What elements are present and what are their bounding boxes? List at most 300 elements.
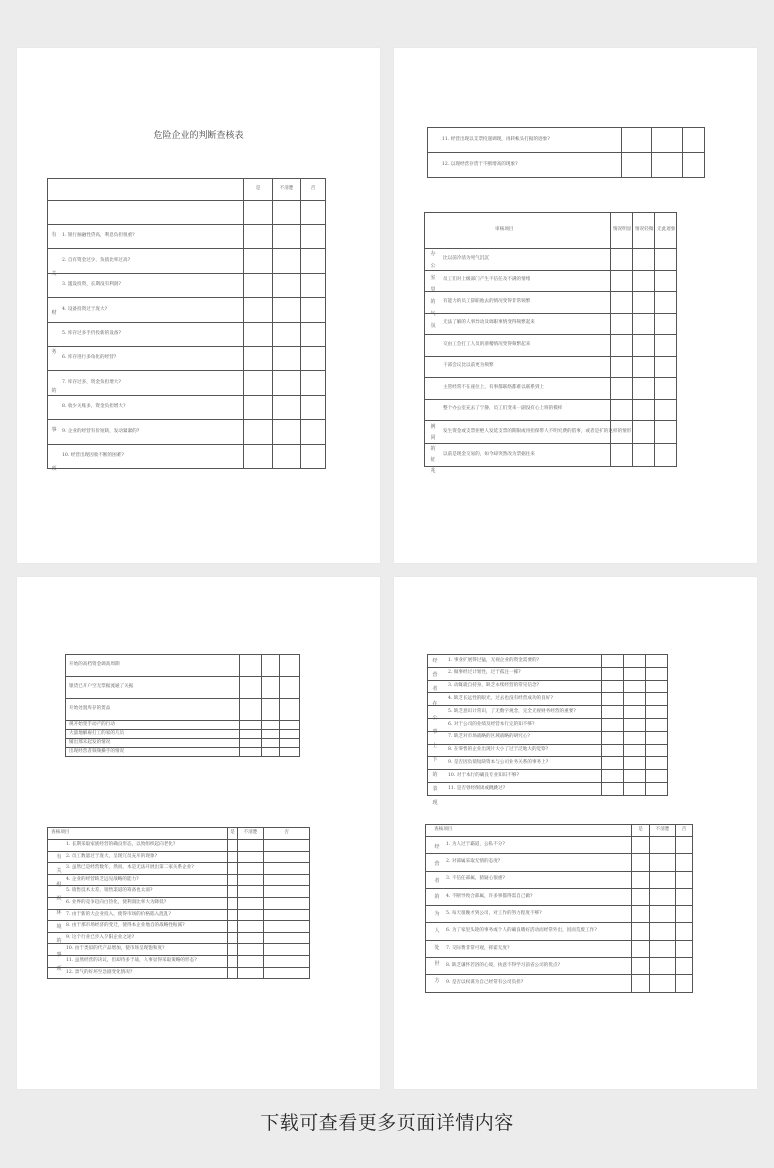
document-page-3: [17, 577, 380, 1089]
table-cell: [228, 921, 238, 933]
table-row: [425, 444, 677, 467]
table-cell: [244, 322, 273, 346]
table-cell: 员工们对上级部门产生不信任及不满的情绪: [425, 270, 611, 292]
table-cell: [244, 444, 273, 468]
group-label-char: 室: [430, 275, 436, 281]
table-cell: [228, 955, 238, 967]
table-cell: [624, 782, 646, 795]
table-cell: 10. 经营出现因收不断的困难?: [48, 444, 244, 468]
table-cell: [655, 270, 677, 292]
group-label-char: 里: [430, 287, 436, 293]
table-cell: [301, 273, 326, 297]
table-cell: 查核项目: [48, 828, 228, 840]
group-label-char: 为: [434, 911, 440, 917]
group-label-char: 在: [432, 700, 438, 707]
table-cell: 3. 不信任部属，猜疑心很重?: [426, 871, 632, 888]
table-cell: [228, 840, 238, 852]
table-cell: [602, 655, 624, 668]
table-cell: [301, 420, 326, 444]
table-row: [425, 356, 677, 378]
table-cell: [650, 923, 676, 940]
table-cell: [632, 923, 650, 940]
table-cell: [646, 667, 668, 680]
table-cell: 7. 由于新的大企业投入，使得市场的价格陷入混乱?: [48, 909, 228, 921]
checklist-table: [47, 827, 310, 979]
table-cell: [602, 782, 624, 795]
table-cell: 7. 交际费非常可观，挥霍无度?: [426, 940, 632, 957]
group-label-char: 公: [432, 714, 438, 721]
table-cell: [633, 270, 655, 292]
table-row: [428, 744, 668, 757]
table-cell: [650, 975, 676, 992]
table-cell: [611, 399, 633, 421]
table-cell: [602, 731, 624, 744]
table-cell: [646, 731, 668, 744]
group-label-char: 的: [434, 894, 440, 901]
table-cell: 有能力的员工辞职他去的情况变得非常频繁: [425, 292, 611, 314]
table-row: [425, 270, 677, 292]
table-cell: [301, 395, 326, 419]
table-row: [48, 273, 326, 297]
table-cell: 8. 收少关账多，资金负担增大?: [48, 395, 244, 419]
table-cell: 开始处置库存的货品: [66, 699, 240, 721]
table-cell: [244, 371, 273, 395]
table-cell: [264, 897, 310, 909]
table-cell: 3. 虽然已是经营数年，然而，本是无法开展出第二家关系企业?: [48, 863, 228, 875]
table-cell: [238, 897, 264, 909]
table-cell: [676, 854, 693, 871]
table-cell: [244, 201, 273, 225]
table-cell: [273, 322, 301, 346]
table-cell: [646, 693, 668, 706]
table-cell: [676, 923, 693, 940]
table-cell: [624, 770, 646, 783]
table-row: [48, 921, 310, 933]
table-cell: [683, 153, 705, 178]
table-cell: [244, 249, 273, 273]
table-cell: [632, 906, 650, 923]
table-cell: [611, 313, 633, 335]
page-title: 危险企业的判断查核表: [153, 131, 244, 141]
table-cell: [264, 967, 310, 979]
table-row: [48, 932, 310, 944]
table-cell: [624, 757, 646, 770]
table-cell: 12. 景气的好坏至急剧变化情况?: [48, 967, 228, 979]
table-cell: [273, 371, 301, 395]
table-row: [425, 292, 677, 314]
table-cell: 6. 对于公司的业绩及经营本行完的知不够?: [428, 718, 602, 731]
table-row: [66, 739, 300, 748]
table-cell: [632, 940, 650, 957]
group-label-char: 营: [434, 860, 440, 867]
group-label-char: 上: [432, 743, 438, 750]
table-cell: [244, 225, 273, 249]
table-cell: [633, 313, 655, 335]
group-label-char: 项: [51, 466, 57, 472]
table-cell: [244, 346, 273, 370]
table-cell: [650, 940, 676, 957]
table-cell: 是: [244, 179, 273, 201]
table-cell: 铺出那未起发的情况: [66, 739, 240, 748]
table-cell: 1. 长期采取家族经营的确良形态，以致组织起向老化?: [48, 840, 228, 852]
table-cell: [632, 837, 650, 854]
table-cell: [238, 863, 264, 875]
group-label-char: 世: [434, 961, 440, 968]
table-cell: [228, 851, 238, 863]
table-cell: [264, 851, 310, 863]
table-cell: 8. 由于那市场经济的变迁，使得本企业地自的战略性贴減?: [48, 921, 228, 933]
table-row: [425, 378, 677, 400]
table-cell: [650, 871, 676, 888]
table-row: [48, 201, 326, 225]
table-cell: [48, 179, 244, 201]
table-cell: [301, 249, 326, 273]
table-cell: [646, 782, 668, 795]
group-label-char: 公: [430, 263, 436, 269]
table-cell: [280, 730, 300, 739]
group-label: [55, 855, 63, 973]
table-header-row: [48, 828, 310, 840]
table-row: [48, 863, 310, 875]
checklist-table: [47, 178, 326, 469]
table-cell: [632, 888, 650, 905]
table-cell: [611, 444, 633, 467]
table-row: [428, 706, 668, 719]
table-cell: 4. 缺乏长远性的眼光，过去也没有经营成功的良好?: [428, 693, 602, 706]
table-cell: 4. 不断导致合部属，许多事都得需自己做?: [426, 888, 632, 905]
table-cell: [262, 721, 280, 730]
table-row: [48, 444, 326, 468]
table-cell: 7. 缺乏对市场战略的区域战略的研究心?: [428, 731, 602, 744]
table-cell: [240, 721, 262, 730]
table-row: [48, 225, 326, 249]
group-label-char: 事: [432, 729, 438, 735]
table-cell: 无此迹象: [655, 213, 677, 249]
table-cell: 10. 由于类似的代产品增加，使市场呈现饱和度?: [48, 944, 228, 956]
table-cell: [273, 273, 301, 297]
table-cell: [240, 748, 262, 757]
table-cell: 大量地解雇打工的家的几员: [66, 730, 240, 739]
table-cell: [602, 706, 624, 719]
table-row: [428, 718, 668, 731]
table-cell: [264, 840, 310, 852]
table-cell: [262, 699, 280, 721]
table-cell: [611, 335, 633, 357]
table-cell: [273, 395, 301, 419]
table-cell: [650, 854, 676, 871]
table-cell: 5. 销售技术太差，销售渠道的筹备也太弱?: [48, 886, 228, 898]
table-cell: [238, 932, 264, 944]
table-row: [426, 837, 693, 854]
table-row: [66, 748, 300, 757]
table-cell: [646, 770, 668, 783]
table-cell: [632, 854, 650, 871]
table-cell: [633, 444, 655, 467]
table-row: [48, 944, 310, 956]
table-row: [426, 975, 693, 992]
table-row: [48, 955, 310, 967]
table-row: [48, 967, 310, 979]
table-cell: [262, 748, 280, 757]
group-label-char: 经: [434, 844, 440, 850]
table-cell: 银货已开户空无票据流通了关据: [66, 677, 240, 699]
group-label-char: 关: [51, 271, 57, 277]
table-cell: [238, 851, 264, 863]
table-cell: [228, 932, 238, 944]
table-row: [428, 731, 668, 744]
table-cell: 比以前冷清为死气沉沉: [425, 249, 611, 271]
group-label-char: 兆: [430, 468, 436, 474]
table-cell: [633, 356, 655, 378]
table-cell: [273, 298, 301, 322]
table-cell: [624, 667, 646, 680]
table-cell: 1. 事业扩展得过猛，无视企业的资金需要的?: [428, 655, 602, 668]
table-row: [48, 840, 310, 852]
group-label-char: 的: [432, 771, 438, 778]
table-cell: [650, 888, 676, 905]
table-cell: [633, 421, 655, 444]
group-label-char: 表: [432, 785, 438, 792]
table-cell: [655, 335, 677, 357]
table-cell: [262, 730, 280, 739]
table-cell: [264, 909, 310, 921]
table-cell: 9. 是否以权谋为自己经常有公司负担?: [426, 975, 632, 992]
table-cell: [611, 249, 633, 271]
continued-table: [427, 127, 705, 178]
table-cell: [622, 128, 652, 153]
table-row: [428, 680, 668, 693]
table-cell: [655, 292, 677, 314]
table-cell: 9. 企业的经营有价短缺，发动紧紧的?: [48, 420, 244, 444]
table-cell: [611, 270, 633, 292]
table-row: [66, 730, 300, 739]
group-label-char: 财: [51, 310, 57, 316]
group-label-char: 者: [432, 686, 438, 693]
table-cell: 9. 这个行业已步入夕阳企业之途?: [48, 932, 228, 944]
table-cell: [646, 744, 668, 757]
table-cell: [602, 718, 624, 731]
table-cell: 10. 对于本行的确良专业知识不够?: [428, 770, 602, 783]
table-row: [428, 770, 668, 783]
group-label-char: 下: [432, 757, 438, 764]
table-row: [48, 371, 326, 395]
table-row: [48, 851, 310, 863]
group-label: [50, 233, 58, 473]
table-cell: 5. 每天很晚才到公司，对工作的努力程度不够?: [426, 906, 632, 923]
table-cell: [228, 874, 238, 886]
table-row: [48, 249, 326, 273]
table-cell: [273, 444, 301, 468]
document-page-2: [394, 48, 757, 563]
table-cell: [228, 909, 238, 921]
table-cell: [646, 757, 668, 770]
table-cell: [676, 871, 693, 888]
table-cell: [264, 955, 310, 967]
table-cell: [244, 273, 273, 297]
table-cell: [238, 944, 264, 956]
table-cell: [228, 944, 238, 956]
table-cell: [262, 677, 280, 699]
table-cell: [273, 346, 301, 370]
table-cell: [280, 748, 300, 757]
table-row: [426, 958, 693, 975]
table-header-row: [426, 825, 693, 837]
table-cell: [262, 655, 280, 677]
table-cell: 5. 库存过多手仍投新的设备?: [48, 322, 244, 346]
table-row: [428, 655, 668, 668]
table-cell: 规开始变手动产的行动: [66, 721, 240, 730]
group-label-char: 有: [56, 854, 62, 860]
table-row: [425, 313, 677, 335]
group-label-char: 关: [56, 868, 62, 874]
group-label-char: 的: [56, 938, 62, 944]
table-cell: 不清楚: [238, 828, 264, 840]
table-row: [66, 655, 300, 677]
table-cell: 是: [632, 825, 650, 837]
table-row: [425, 399, 677, 421]
table-cell: 3. 动辄就自持身，缺乏永续经营的常见信念?: [428, 680, 602, 693]
table-cell: [280, 721, 300, 730]
table-cell: 整个办公室充去了宁静，员工们变来一副没有心上班的模样: [425, 399, 611, 421]
table-cell: [622, 153, 652, 178]
table-cell: [611, 356, 633, 378]
table-row: [428, 757, 668, 770]
group-label-char: 环: [56, 910, 62, 916]
table-cell: [633, 378, 655, 400]
table-cell: [624, 718, 646, 731]
table-cell: [655, 399, 677, 421]
group-label-char: 境: [56, 924, 62, 930]
table-cell: [240, 730, 262, 739]
table-cell: [602, 693, 624, 706]
group-label-char: 气: [430, 311, 436, 317]
table-cell: [632, 871, 650, 888]
table-cell: [228, 863, 238, 875]
table-cell: [280, 699, 300, 721]
table-cell: [228, 886, 238, 898]
table-row: [48, 298, 326, 322]
table-cell: [632, 975, 650, 992]
table-row: [428, 693, 668, 706]
table-row: [426, 940, 693, 957]
table-cell: 8. 在零售的企业出现片大小了过于泛地大的觉察?: [428, 744, 602, 757]
table-row: [426, 871, 693, 888]
table-cell: [633, 249, 655, 271]
table-cell: [48, 201, 244, 225]
group-label-char: 营: [432, 672, 438, 679]
table-cell: [624, 693, 646, 706]
table-cell: [676, 940, 693, 957]
table-cell: 4. 设备投资过于庞大?: [48, 298, 244, 322]
table-cell: [650, 837, 676, 854]
table-cell: [244, 298, 273, 322]
top-checklist-table: [427, 654, 668, 796]
table-cell: [228, 967, 238, 979]
table-cell: [244, 395, 273, 419]
group-label-char: 组: [56, 882, 62, 888]
table-cell: [301, 298, 326, 322]
table-cell: [264, 921, 310, 933]
table-cell: 否: [264, 828, 310, 840]
table-row: [428, 153, 705, 178]
table-cell: [264, 932, 310, 944]
table-cell: 6. 库存进行多角化的经营?: [48, 346, 244, 370]
checklist-table: [425, 824, 693, 993]
table-row: [48, 886, 310, 898]
table-cell: 11. 虽然经营的决议，但却待多于战，人事显得采取策略的形态?: [48, 955, 228, 967]
table-cell: [633, 399, 655, 421]
group-label-char: 办: [430, 251, 436, 257]
table-cell: 情况轻微: [633, 213, 655, 249]
table-cell: [238, 840, 264, 852]
table-cell: 8. 缺乏谦怀若浴的心境，执意不得学习前省公司的优点?: [426, 958, 632, 975]
table-header-row: [425, 213, 677, 249]
table-cell: 查核项目: [426, 825, 632, 837]
table-cell: [646, 718, 668, 731]
table-cell: [602, 667, 624, 680]
table-cell: 11. 是否曾经倒闭或跳跳过?: [428, 782, 602, 795]
table-cell: [301, 322, 326, 346]
table-cell: [655, 444, 677, 467]
table-cell: [301, 346, 326, 370]
table-row: [428, 782, 668, 795]
table-cell: [301, 201, 326, 225]
table-cell: [264, 944, 310, 956]
group-label-char: 现: [432, 800, 438, 806]
table-row: [425, 335, 677, 357]
table-cell: [655, 249, 677, 271]
table-cell: [280, 655, 300, 677]
group-label-char: 例: [430, 424, 436, 430]
group-label-char: 者: [434, 877, 440, 884]
table-row: [48, 395, 326, 419]
table-cell: 以前是现金交易的，如今却突然改为票据往来: [425, 444, 611, 467]
table-cell: [646, 655, 668, 668]
table-cell: 主管经常不在座位上，有事都联络都难以联系到上: [425, 378, 611, 400]
table-cell: [244, 420, 273, 444]
table-cell: 2. 做事经过计划性，过于孤注一掷?: [428, 667, 602, 680]
table-cell: [676, 975, 693, 992]
table-row: [426, 854, 693, 871]
table-cell: [652, 153, 683, 178]
table-cell: 发生资金或支票拒绝人发延支票的期限或用担保带人不明究费的借事，或者是扩的这样的情形: [425, 421, 611, 444]
table-cell: 不清楚: [273, 179, 301, 201]
table-row: [66, 677, 300, 699]
table-cell: 9. 是否因负债短缺资本与公司业务关系的事务上?: [428, 757, 602, 770]
table-cell: 干部会议比以前更为频繁: [425, 356, 611, 378]
table-cell: [655, 313, 677, 335]
table-cell: 否: [676, 825, 693, 837]
group-label-char: 处: [434, 944, 440, 951]
table-cell: 不清楚: [650, 825, 676, 837]
table-row: [48, 874, 310, 886]
group-label-signs: [429, 425, 437, 475]
table-header-row: [48, 179, 326, 201]
group-label-conduct: [431, 659, 439, 807]
table-cell: [602, 770, 624, 783]
table-cell: [655, 356, 677, 378]
table-cell: 1. 为人过于霸道，公私不分?: [426, 837, 632, 854]
group-label-char: 事: [56, 952, 62, 958]
table-cell: [238, 921, 264, 933]
table-row: [425, 249, 677, 271]
table-cell: 2. 员工数量过于庞大，呈现冗员充斥的现象?: [48, 851, 228, 863]
table-cell: [676, 888, 693, 905]
table-cell: [611, 292, 633, 314]
table-cell: 11. 经营出现以支票投递调现，再转帐头打据的迹象?: [428, 128, 622, 153]
table-cell: [602, 757, 624, 770]
group-label-char: 务: [51, 349, 57, 355]
